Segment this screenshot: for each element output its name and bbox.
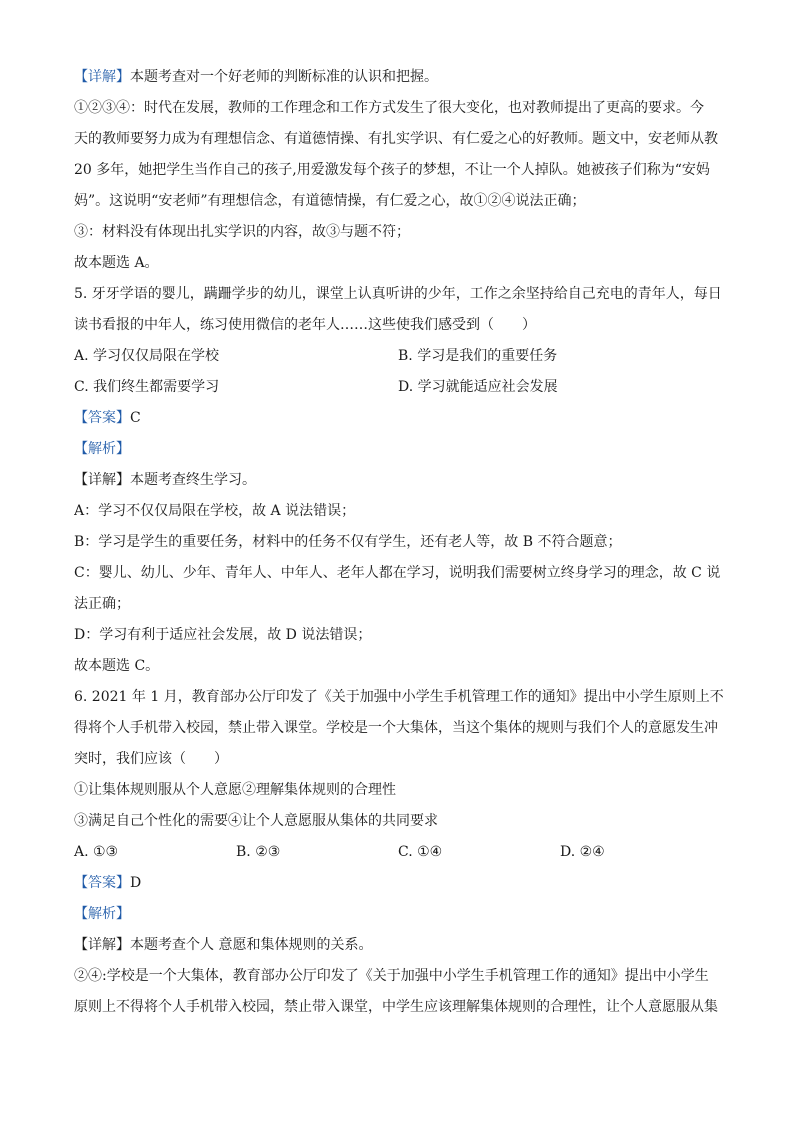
q6-option-d: D. ②④ <box>560 844 605 860</box>
q5-answer-value: C <box>130 410 141 426</box>
q5-options-row <box>74 341 724 372</box>
q6-stem-line: 6. 2021 年 1 月，教育部办公厅印发了《关于加强中小学生手机管理工作的通知》提出中小学生原则上不 <box>74 689 724 705</box>
q6-detail-label: 【详解】 <box>74 937 130 953</box>
q6-option-b: B. ②③ <box>236 844 281 860</box>
q5-detail-text: 本题考查终生学习。 <box>130 472 256 488</box>
q4-explain-line: ③：材料没有体现出扎实学识的内容，故③与题不符； <box>74 224 410 240</box>
q5-stem-line: 5. 牙牙学语的婴儿，蹒跚学步的幼儿，课堂上认真听讲的少年，工作之余坚持给自己充电的青年人，每日 <box>74 286 722 302</box>
q4-detail-text: 本题考查对一个好老师的判断标准的认识和把握。 <box>130 69 438 85</box>
q6-analysis-line <box>74 899 724 930</box>
document-page <box>74 62 724 1023</box>
q6-stem-line: 突时，我们应该（ ） <box>74 751 228 767</box>
q5-analysis-line <box>74 434 724 465</box>
q5-analysis-label: 【解析】 <box>74 441 130 457</box>
q5-conclusion: 故本题选 C。 <box>74 658 160 674</box>
q5-options-row <box>74 372 724 403</box>
q4-detail-line <box>74 62 724 93</box>
q6-answer-line <box>74 868 724 899</box>
q4-explain-line: 天的教师要努力成为有理想信念、有道德情操、有扎实学识、有仁爱之心的好教师。题文中，安老师从教 <box>74 131 718 147</box>
q4-conclusion: 故本题选 A。 <box>74 255 159 271</box>
q6-answer-label: 【答案】 <box>74 875 130 891</box>
q6-options-row <box>74 837 724 868</box>
q4-explain-line: 妈”。这说明“安老师”有理想信念，有道德情操，有仁爱之心，故①②④说法正确； <box>74 193 586 209</box>
q5-explain-line: B：学习是学生的重要任务，材料中的任务不仅有学生，还有老人等，故 B 不符合题意； <box>74 534 622 550</box>
q6-detail-line <box>74 930 724 961</box>
q5-option-c: C. 我们终生都需要学习 <box>74 379 220 395</box>
q5-option-d: D. 学习就能适应社会发展 <box>398 379 558 395</box>
q5-explain-line: C：婴儿、幼儿、少年、青年人、中年人、老年人都在学习，说明我们需要树立终身学习的理念，故 C 说 <box>74 565 721 581</box>
q5-detail-line <box>74 465 724 496</box>
q6-analysis-label: 【解析】 <box>74 906 130 922</box>
q6-answer-value: D <box>130 875 142 891</box>
q6-stem-line: 得将个人手机带入校园，禁止带入课堂。学校是一个大集体，当这个集体的规则与我们个人的意愿发生冲 <box>74 720 718 736</box>
q6-statement-line: ③满足自己个性化的需要④让个人意愿服从集体的共同要求 <box>74 813 438 829</box>
q5-option-b: B. 学习是我们的重要任务 <box>398 348 558 364</box>
q5-explain-line: A：学习不仅仅局限在学校，故 A 说法错误； <box>74 503 356 519</box>
q6-detail-text: 本题考查个人 意愿和集体规则的关系。 <box>130 937 373 953</box>
q4-explain-line: ①②③④：时代在发展，教师的工作理念和工作方式发生了很大变化，也对教师提出了更高的要求。今 <box>74 100 704 116</box>
q5-answer-label: 【答案】 <box>74 410 130 426</box>
q6-explain-line: ②④:学校是一个大集体，教育部办公厅印发了《关于加强中小学生手机管理工作的通知》提出中小学生 <box>74 968 709 984</box>
q5-explain-line: D：学习有利于适应社会发展，故 D 说法错误； <box>74 627 372 643</box>
q4-explain-line: 20 多年，她把学生当作自己的孩子,用爱激发每个孩子的梦想，不让一个人掉队。她被孩子们称为“安妈 <box>74 162 710 178</box>
q5-stem-line: 读书看报的中年人，练习使用微信的老年人……这些使我们感受到（ ） <box>74 317 536 333</box>
q5-option-a: A. 学习仅仅局限在学校 <box>74 348 220 364</box>
q6-option-c: C. ①④ <box>398 844 443 860</box>
q5-detail-label: 【详解】 <box>74 472 130 488</box>
q4-detail-label: 【详解】 <box>74 69 130 85</box>
q6-explain-line: 原则上不得将个人手机带入校园，禁止带入课堂，中学生应该理解集体规则的合理性，让个人意愿服从集 <box>74 999 718 1015</box>
q6-option-a: A. ①③ <box>74 844 119 860</box>
q6-statement-line: ①让集体规则服从个人意愿②理解集体规则的合理性 <box>74 782 396 798</box>
q5-answer-line <box>74 403 724 434</box>
q5-explain-line: 法正确； <box>74 596 130 612</box>
